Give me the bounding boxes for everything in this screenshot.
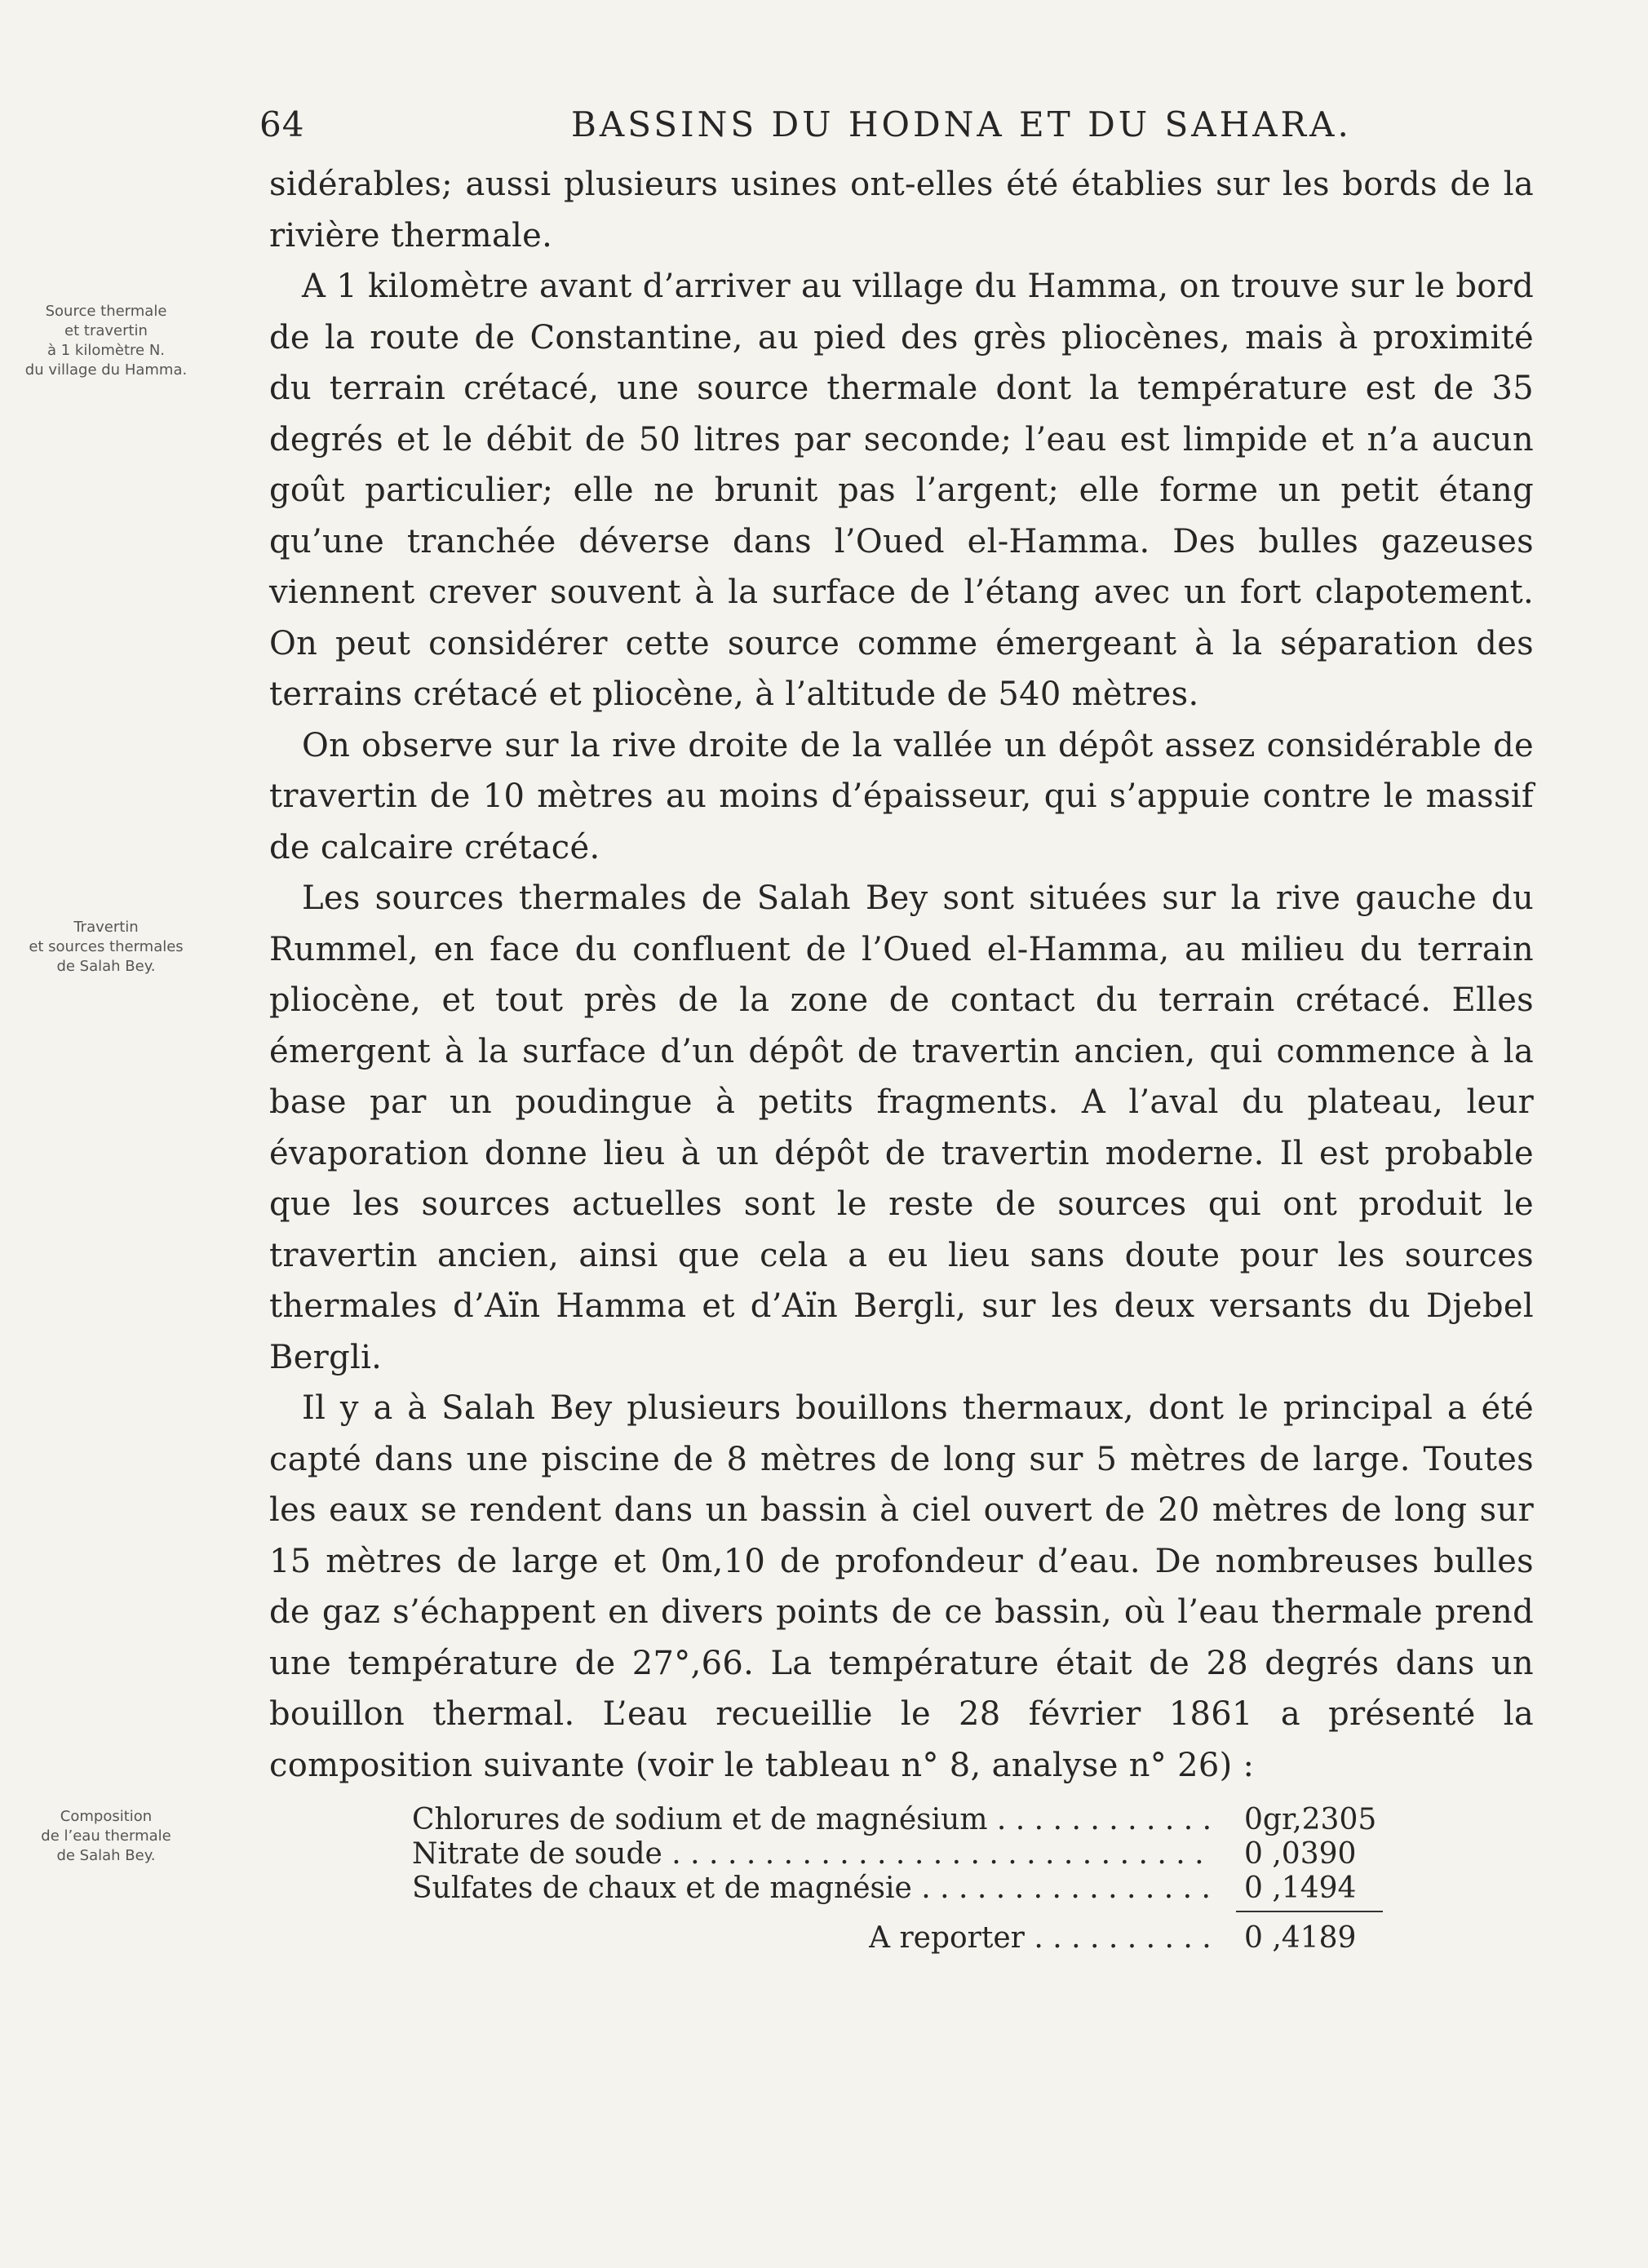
total-label: A reporter . . . [869,1920,1212,1956]
margin-note-line: de l’eau thermale [41,1827,171,1845]
page-header [0,104,1648,162]
table-row [412,1872,1424,1906]
margin-note-source-thermale [12,302,200,380]
margin-note-line: du village du Hamma. [24,361,188,379]
row-value: 0 ,1494 [1244,1872,1357,1905]
margin-note-line: et sources thermales [29,938,184,955]
margin-note-travertin [12,918,200,977]
paragraph: Il y a à Salah Bey plusieurs bouillons thermaux, dont le principal a été capté dans une piscine de 8 mètres de long sur 5 mètres de large. Toutes les eaux se rendent dans un bassin à ciel ouvert de 20 mètres de long sur 15 mètres de large et 0m,10 de profondeur d’eau. De nombreuses bulles de gaz s’échappent en divers points de ce bassin, où l’eau thermale prend une température de 27°,66. La température était de 28 degrés dans un bouillon thermal. L’eau recueillie le 28 février 1861 a présenté la composition suivante (voir le tableau n° 8, analyse n° 26) : [269,1389,1534,1784]
table-row [412,1803,1424,1837]
paragraph: Les sources thermales de Salah Bey sont situées sur la rive gauche du Rummel, en face du confluent de l’Oued el-Hamma, au milieu du terrain pliocène, et tout près de la zone de contact du terrain crétacé. Elles émergent à la surface d’un dépôt de travertin ancien, qui commence à la base par un poudingue à petits fragments. A l’aval du plateau, leur évaporation donne lieu à un dépôt de travertin moderne. Il est probable que les sources actuelles sont le reste de sources qui ont produit le travertin ancien, ainsi que cela a eu lieu sans doute pour les sources thermales d’Aïn Hamma et d’Aïn Bergli, sur les deux versants du Djebel Bergli. [269,879,1534,1376]
row-label: Nitrate de soude . . . [412,1837,1212,1872]
running-title: BASSINS DU HODNA ET DU SAHARA. [571,104,1352,144]
margin-note-composition [12,1807,200,1866]
paragraph: A 1 kilomètre avant d’arriver au village du Hamma, on trouve sur le bord de la route de Constantine, au pied des grès pliocènes, mais à proximité du terrain crétacé, une source thermale dont la température est de 35 degrés et le débit de 50 litres par seconde; l’eau est limpide et n’a aucun goût particulier; elle ne brunit pas l’argent; elle forme un petit étang qu’une tranchée déverse dans l’Oued el-Hamma. Des bulles gazeuses viennent crever souvent à la surface de l’étang avec un fort clapotement. On peut considérer cette source comme émergeant à la séparation des terrains crétacé et pliocène, à l’altitude de 540 mètres. [269,268,1534,713]
margin-note-line: Source thermale [45,303,167,320]
table-total-row [412,1920,1424,1956]
margin-note-line: Travertin [73,919,139,936]
margin-note-line: Composition [60,1808,153,1825]
margin-note-line: à 1 kilomètre N. [47,342,166,359]
composition-table [412,1803,1424,1956]
body-text [269,159,1534,1791]
page-number: 64 [259,104,305,144]
paragraph: On observe sur la rive droite de la vallée un dépôt assez considérable de travertin de 10 mètres au moins d’épaisseur, qui s’appuie contre le massif de calcaire crétacé. [269,726,1534,866]
total-rule [412,1906,1424,1920]
margin-note-line: de Salah Bey. [56,1847,156,1864]
row-label: Sulfates de chaux et de magnésie . . . [412,1872,1212,1906]
total-value: 0 ,4189 [1244,1921,1357,1955]
row-value: 0 ,0390 [1244,1837,1357,1871]
paragraph: sidérables; aussi plusieurs usines ont-elles été établies sur les bords de la rivière thermale. [269,166,1534,255]
margin-note-line: et travertin [64,322,148,339]
row-value: 0gr,2305 [1244,1803,1377,1836]
table-row [412,1837,1424,1872]
margin-note-line: de Salah Bey. [56,958,156,975]
row-label: Chlorures de sodium et de magnésium . . . [412,1803,1212,1837]
